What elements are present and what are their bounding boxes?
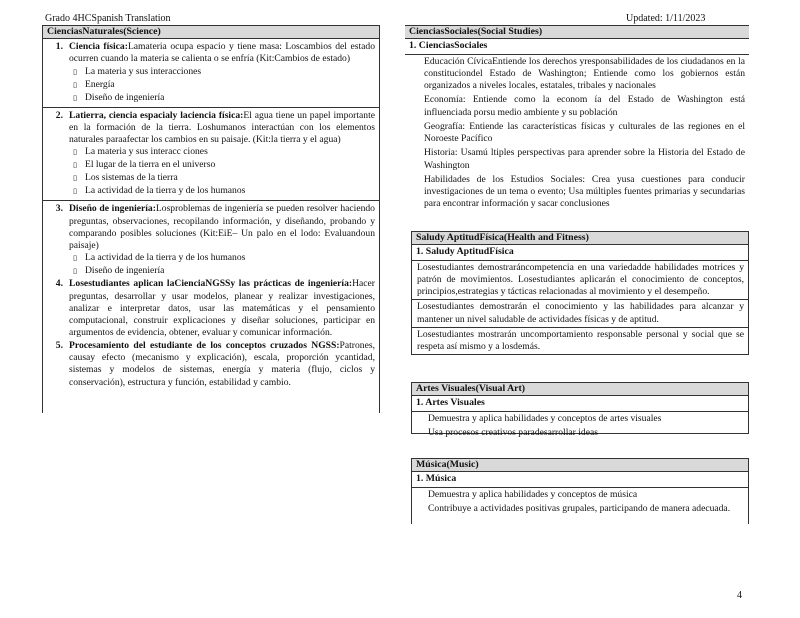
list-item bbox=[43, 252, 379, 265]
music-title: Música(Music) bbox=[412, 459, 748, 472]
item-number: 3. bbox=[55, 203, 63, 215]
social-title: CienciasSociales(Social Studies) bbox=[405, 26, 749, 39]
item-text bbox=[69, 278, 375, 339]
list-item bbox=[43, 66, 379, 79]
art-title: Artes Visuales(Visual Art) bbox=[412, 383, 748, 396]
science-group bbox=[43, 201, 379, 390]
item-lead: Ciencia física: bbox=[69, 41, 128, 52]
paragraph: Contribuye a actividades positivas grupales, participando de manera adecuada. bbox=[428, 502, 731, 514]
list-item bbox=[43, 185, 379, 198]
bullet-icon: ▯ bbox=[73, 174, 77, 183]
item-text bbox=[69, 340, 375, 389]
paragraph: Demuestra y aplica habilidades y conceptos de artes visuales bbox=[428, 412, 662, 424]
paragraph: Economía: Entiende como la econom ía del Estado de Washington está influenciada porsu medio ambiente y su población bbox=[424, 94, 745, 118]
science-group bbox=[43, 39, 379, 108]
paragraph: Educación CívicaEntiende los derechos yresponsabilidades de los ciudadanos en la constituciondel Estado de Washington; Entiende como los gobiernos están organizados a niveles locales, estatales, tribales y nacionales bbox=[424, 55, 745, 92]
bullet-text: La materia y sus interacciones bbox=[85, 65, 202, 77]
science-item bbox=[43, 278, 379, 339]
list-item bbox=[43, 146, 379, 159]
paragraph: Historia: Usamú ltiples perspectivas para aprender sobre la Historia del Estado de Washington bbox=[424, 147, 745, 171]
item-number: 1. bbox=[55, 41, 63, 52]
paragraph: Demuestra y aplica habilidades y conceptos de música bbox=[428, 488, 638, 500]
art-section: 1. Artes Visuales bbox=[412, 396, 748, 412]
item-number: 4. bbox=[55, 278, 63, 290]
art-box bbox=[411, 382, 749, 438]
bullet-text: Diseño de ingeniería bbox=[85, 91, 165, 103]
bullet-icon: ▯ bbox=[73, 187, 77, 196]
bullet-text: Los sistemas de la tierra bbox=[85, 172, 178, 184]
item-lead: Losestudiantes aplican laCienciaNGSSy las prácticas de ingeniería: bbox=[69, 278, 353, 290]
item-body: Hacer preguntas, desarrollar y usar modelos, planear y realizar investigaciones, analizar e interpretar datos, usar las matemáticas y el pensamiento computacional, construir explicaciones y diseñar soluciones, participar en argumentos de evidencia, obtener, evaluar y comunicar información. bbox=[69, 278, 375, 339]
health-title: Saludy AptitudFísica(Health and Fitness) bbox=[412, 232, 748, 245]
social-box bbox=[405, 25, 749, 212]
bullet-icon: ▯ bbox=[73, 67, 77, 76]
paragraph: Losestudiantes demostrarán el conocimiento y las habilidades para alcanzar y mantener un nivel saludable de actividades físicas y de aptitud. bbox=[412, 299, 748, 327]
bullet-icon: ▯ bbox=[73, 161, 77, 170]
item-body: Losproblemas de ingeniería se pueden resolver haciendo preguntas, observaciones, recopilando información, y diseñando, probando y comparando posibles soluciones (Kit:EiE– Un palo en el lodo: Evaluandoun paisaje) bbox=[69, 203, 375, 252]
item-text bbox=[69, 41, 375, 66]
list-item bbox=[43, 92, 379, 105]
list-item bbox=[43, 265, 379, 278]
paragraph: Geografía: Entiende las características físicas y culturales de las regiones en el Noroeste Pacífico bbox=[424, 120, 745, 145]
science-item bbox=[43, 41, 379, 66]
item-lead: Procesamiento del estudiante de los conceptos cruzados NGSS: bbox=[69, 339, 340, 351]
science-item bbox=[43, 110, 379, 147]
item-lead: Latierra, ciencia espacialy laciencia física: bbox=[69, 109, 244, 121]
page-number: 4 bbox=[737, 590, 742, 601]
bullet-list bbox=[43, 146, 379, 198]
bullet-text: La actividad de la tierra y de los humanos bbox=[85, 185, 246, 197]
paragraph: Habilidades de los Estudios Sociales: Crea yusa cuestiones para conducir investigaciones de un tema o evento; Usa múltiples fuentes primarias y secundarias para encontrar información y sacar conclusiones bbox=[424, 173, 745, 210]
doc-header-right: Updated: 1/11/2023 bbox=[626, 13, 706, 24]
item-text bbox=[69, 110, 375, 147]
bullet-list bbox=[43, 252, 379, 278]
bullet-text: Energía bbox=[85, 78, 115, 90]
science-title: CienciasNaturales(Science) bbox=[43, 26, 379, 39]
item-body: Patrones, causay efecto (mecanismo y explicación), escala, proporción ycantidad, sistemas y modelos de sistemas, energía y materia (flujo, ciclos y conservación), estructura y función, estabilidad y cambio. bbox=[69, 339, 375, 388]
bullet-list bbox=[43, 66, 379, 105]
list-item bbox=[43, 159, 379, 172]
list-item bbox=[43, 172, 379, 185]
item-text bbox=[69, 203, 375, 252]
health-box bbox=[411, 231, 749, 355]
doc-header-left: Grado 4HCSpanish Translation bbox=[45, 13, 171, 24]
health-paragraphs bbox=[412, 260, 748, 355]
bullet-text: La materia y sus interacc ciones bbox=[85, 146, 208, 158]
social-section: 1. CienciasSociales bbox=[405, 39, 749, 55]
item-body: El agua tiene un papel importante en la formación de la tierra. Loshumanos interactúan con los elementos naturales paraafectar los cambios en su paisaje. (Kit:la tierra y el agua) bbox=[69, 109, 376, 146]
paragraph: Losestudiantes demostraráncompetencia en una variedadde habilidades motrices y patrón de movimientos. Losestudiantes aplicarán el conocimiento de conceptos, principios,estrategias y tácticas relacionadas al movimiento y el desempeño. bbox=[412, 260, 748, 300]
bullet-text: Diseño de ingeniería bbox=[85, 265, 165, 277]
item-lead: Diseño de ingeniería: bbox=[69, 203, 156, 215]
bullet-icon: ▯ bbox=[73, 254, 77, 263]
paragraph: Usa procesos creativos paradesarrollar ideas bbox=[428, 426, 598, 438]
paragraph: Losestudiantes mostrarán uncomportamiento responsable personal y social que se respeta así mismo y a losdemás. bbox=[412, 327, 748, 355]
bullet-text: El lugar de la tierra en el universo bbox=[85, 159, 216, 171]
health-section: 1. Saludy AptitudFísica bbox=[416, 246, 514, 257]
list-item bbox=[43, 79, 379, 92]
bullet-icon: ▯ bbox=[73, 148, 77, 157]
bullet-icon: ▯ bbox=[73, 93, 77, 102]
item-number: 2. bbox=[55, 109, 63, 121]
music-section: 1. Música bbox=[412, 472, 748, 488]
art-lines bbox=[412, 412, 748, 441]
item-number: 5. bbox=[55, 339, 63, 351]
science-item bbox=[43, 203, 379, 252]
science-item bbox=[43, 340, 379, 389]
bullet-text: La actividad de la tierra y de los humanos bbox=[85, 252, 246, 264]
science-items bbox=[43, 39, 379, 391]
bullet-icon: ▯ bbox=[73, 80, 77, 89]
social-paragraphs bbox=[405, 55, 749, 212]
music-box bbox=[411, 458, 749, 524]
item-body: Lamateria ocupa espacio y tiene masa: Loscambios del estado ocurren cuando la materia se calienta o se enfría (Kit:Cambios de estado) bbox=[69, 41, 375, 65]
music-lines bbox=[412, 488, 748, 517]
bullet-icon: ▯ bbox=[73, 267, 77, 276]
science-box bbox=[42, 25, 380, 413]
science-group bbox=[43, 108, 379, 202]
